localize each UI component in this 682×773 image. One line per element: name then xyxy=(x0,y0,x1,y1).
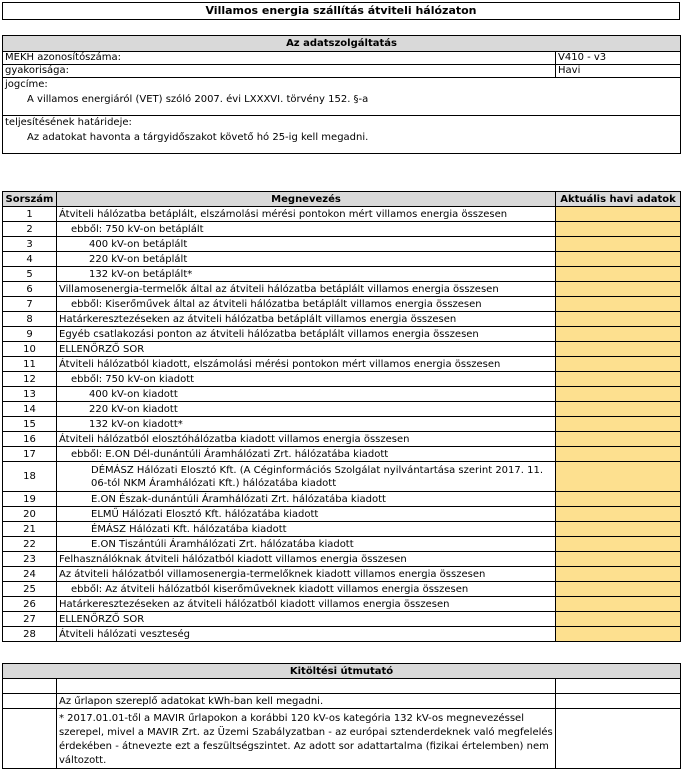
row-value-input[interactable] xyxy=(556,267,681,282)
row-name: Átviteli hálózatba betáplált, elszámolási mérési pontokon mért villamos energia összesen xyxy=(57,207,556,222)
table-row xyxy=(3,537,681,552)
table-row xyxy=(3,252,681,267)
row-number: 22 xyxy=(3,537,57,552)
column-header-value: Aktuális havi adatok xyxy=(556,192,681,207)
guide-unit-note: Az űrlapon szereplő adatokat kWh-ban kell megadni. xyxy=(57,694,556,709)
row-name: Átviteli hálózatból kiadott, elszámolási mérési pontokon mért villamos energia összesen xyxy=(57,357,556,372)
row-value-input[interactable] xyxy=(556,507,681,522)
table-row xyxy=(3,522,681,537)
row-value-input[interactable] xyxy=(556,492,681,507)
row-number: 25 xyxy=(3,582,57,597)
row-number: 6 xyxy=(3,282,57,297)
row-value-input[interactable] xyxy=(556,222,681,237)
row-number: 24 xyxy=(3,567,57,582)
row-value-input[interactable] xyxy=(556,357,681,372)
mekh-value: V410 - v3 xyxy=(556,52,681,65)
row-number: 4 xyxy=(3,252,57,267)
row-number: 18 xyxy=(3,462,57,492)
row-name: 400 kV-on kiadott xyxy=(57,387,556,402)
row-name: ebből: E.ON Dél-dunántúli Áramhálózati Zrt. hálózatába kiadott xyxy=(57,447,556,462)
row-number: 20 xyxy=(3,507,57,522)
table-row xyxy=(3,597,681,612)
row-name: ebből: 750 kV-on kiadott xyxy=(57,372,556,387)
row-name: Átviteli hálózatból elosztóhálózatba kiadott villamos energia összesen xyxy=(57,432,556,447)
table-row xyxy=(3,387,681,402)
deadline-value: Az adatokat havonta a tárgyidőszakot követő hó 25-ig kell megadni. xyxy=(27,132,369,143)
row-name: ÉMÁSZ Hálózati Kft. hálózatába kiadott xyxy=(57,522,556,537)
guide-blank-cell xyxy=(57,679,556,694)
table-row xyxy=(3,402,681,417)
deadline-label: teljesítésének határideje: xyxy=(5,117,132,128)
row-name: Egyéb csatlakozási ponton az átviteli hálózatba betáplált villamos energia összesen xyxy=(57,327,556,342)
row-value-input[interactable] xyxy=(556,432,681,447)
page-title: Villamos energia szállítás átviteli hálózaton xyxy=(2,2,680,20)
table-row xyxy=(3,627,681,642)
row-name: ELMŰ Hálózati Elosztó Kft. hálózatába kiadott xyxy=(57,507,556,522)
guide-blank-cell xyxy=(3,709,57,769)
row-value-input[interactable] xyxy=(556,342,681,357)
row-value-input[interactable] xyxy=(556,282,681,297)
row-number: 16 xyxy=(3,432,57,447)
table-row xyxy=(3,282,681,297)
table-row xyxy=(3,492,681,507)
legal-basis-cell xyxy=(3,78,681,116)
row-value-input[interactable] xyxy=(556,312,681,327)
table-row xyxy=(3,447,681,462)
row-value-input[interactable] xyxy=(556,537,681,552)
row-value-input[interactable] xyxy=(556,387,681,402)
row-value-input[interactable] xyxy=(556,597,681,612)
row-value-input[interactable] xyxy=(556,372,681,387)
table-row xyxy=(3,357,681,372)
row-number: 5 xyxy=(3,267,57,282)
row-number: 8 xyxy=(3,312,57,327)
frequency-value: Havi xyxy=(556,65,681,78)
row-value-input[interactable] xyxy=(556,447,681,462)
row-value-input[interactable] xyxy=(556,402,681,417)
row-name: DÉMÁSZ Hálózati Elosztó Kft. (A Céginformációs Szolgálat nyilvántartása szerint 2017. 11. 06-tól NKM Áramhálózati Kft.) hálózatába kiadott xyxy=(57,462,556,492)
row-name: 400 kV-on betáplált xyxy=(57,237,556,252)
row-name: E.ON Észak-dunántúli Áramhálózati Zrt. hálózatába kiadott xyxy=(57,492,556,507)
row-number: 15 xyxy=(3,417,57,432)
provider-header: Az adatszolgáltatás xyxy=(3,36,681,52)
row-number: 1 xyxy=(3,207,57,222)
provider-info-table xyxy=(2,35,681,154)
guide-blank-cell xyxy=(3,679,57,694)
row-value-input[interactable] xyxy=(556,417,681,432)
row-value-input[interactable] xyxy=(556,297,681,312)
row-name: ebből: Az átviteli hálózatból kiserőműveknek kiadott villamos energia összesen xyxy=(57,582,556,597)
guide-header: Kitöltési útmutató xyxy=(3,664,681,679)
row-name: Felhasználóknak átviteli hálózatból kiadott villamos energia összesen xyxy=(57,552,556,567)
row-name: Átviteli hálózati veszteség xyxy=(57,627,556,642)
table-row xyxy=(3,372,681,387)
row-number: 26 xyxy=(3,597,57,612)
guide-blank-cell xyxy=(3,694,57,709)
guide-blank-cell xyxy=(556,679,681,694)
row-value-input[interactable] xyxy=(556,327,681,342)
row-number: 2 xyxy=(3,222,57,237)
table-row xyxy=(3,612,681,627)
table-row xyxy=(3,342,681,357)
legal-basis-value: A villamos energiáról (VET) szóló 2007. évi LXXXVI. törvény 152. §-a xyxy=(27,94,369,105)
deadline-cell xyxy=(3,116,681,154)
row-number: 14 xyxy=(3,402,57,417)
guide-blank-cell xyxy=(556,709,681,769)
row-number: 13 xyxy=(3,387,57,402)
row-name: 132 kV-on kiadott* xyxy=(57,417,556,432)
table-row xyxy=(3,237,681,252)
row-number: 12 xyxy=(3,372,57,387)
table-row xyxy=(3,432,681,447)
row-number: 27 xyxy=(3,612,57,627)
row-name: ebből: Kiserőművek által az átviteli hálózatba betáplált villamos energia összesen xyxy=(57,297,556,312)
row-value-input[interactable] xyxy=(556,612,681,627)
row-number: 3 xyxy=(3,237,57,252)
table-row xyxy=(3,327,681,342)
table-row xyxy=(3,582,681,597)
row-number: 28 xyxy=(3,627,57,642)
row-number: 9 xyxy=(3,327,57,342)
column-header-name: Megnevezés xyxy=(57,192,556,207)
row-value-input[interactable] xyxy=(556,237,681,252)
table-row xyxy=(3,267,681,282)
row-name: Határkeresztezéseken az átviteli hálózatba betáplált villamos energia összesen xyxy=(57,312,556,327)
row-name: Határkeresztezéseken az átviteli hálózatból kiadott villamos energia összesen xyxy=(57,597,556,612)
table-row xyxy=(3,417,681,432)
row-name: ebből: 750 kV-on betáplált xyxy=(57,222,556,237)
row-value-input[interactable] xyxy=(556,627,681,642)
row-name: ELLENŐRZŐ SOR xyxy=(57,612,556,627)
row-number: 7 xyxy=(3,297,57,312)
table-row xyxy=(3,462,681,492)
table-row xyxy=(3,222,681,237)
row-value-input[interactable] xyxy=(556,207,681,222)
row-name: 132 kV-on betáplált* xyxy=(57,267,556,282)
column-header-number: Sorszám xyxy=(3,192,57,207)
row-value-input[interactable] xyxy=(556,522,681,537)
row-name: Az átviteli hálózatból villamosenergia-termelőknek kiadott villamos energia összesen xyxy=(57,567,556,582)
row-number: 23 xyxy=(3,552,57,567)
row-name: Villamosenergia-termelők által az átviteli hálózatba betáplált villamos energia összesen xyxy=(57,282,556,297)
table-row xyxy=(3,312,681,327)
row-number: 10 xyxy=(3,342,57,357)
row-value-input[interactable] xyxy=(556,252,681,267)
guide-table xyxy=(2,663,681,769)
row-number: 11 xyxy=(3,357,57,372)
frequency-label: gyakorisága: xyxy=(3,65,556,78)
guide-blank-cell xyxy=(556,694,681,709)
legal-basis-label: jogcíme: xyxy=(5,79,48,90)
table-row xyxy=(3,507,681,522)
table-row xyxy=(3,297,681,312)
row-name: 220 kV-on betáplált xyxy=(57,252,556,267)
row-name: ELLENŐRZŐ SOR xyxy=(57,342,556,357)
mekh-label: MEKH azonosítószáma: xyxy=(3,52,556,65)
row-value-input[interactable] xyxy=(556,582,681,597)
row-value-input[interactable] xyxy=(556,462,681,492)
row-name: 220 kV-on kiadott xyxy=(57,402,556,417)
guide-voltage-note: * 2017.01.01-től a MAVIR űrlapokon a korábbi 120 kV-os kategória 132 kV-os megnevezéssel szerepel, mivel a MAVIR Zrt. az Üzemi Szabályzatban - az európai sztenderdeknek való megfelelés érdekében - átnevezte ezt a feszültségszintet. Az adott sor adattartalma (fizikai értelemben) nem változott. xyxy=(57,709,556,769)
row-number: 21 xyxy=(3,522,57,537)
table-row xyxy=(3,552,681,567)
table-row xyxy=(3,207,681,222)
row-value-input[interactable] xyxy=(556,552,681,567)
data-table xyxy=(2,191,681,642)
row-number: 17 xyxy=(3,447,57,462)
row-value-input[interactable] xyxy=(556,567,681,582)
table-row xyxy=(3,567,681,582)
row-name: E.ON Tiszántúli Áramhálózati Zrt. hálózatába kiadott xyxy=(57,537,556,552)
row-number: 19 xyxy=(3,492,57,507)
